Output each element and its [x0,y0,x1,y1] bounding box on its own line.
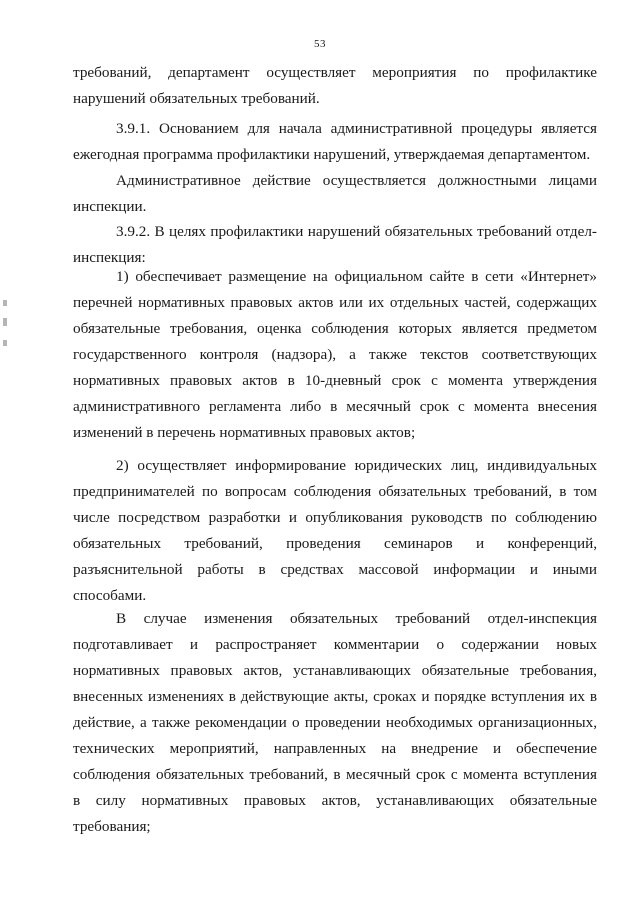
text-line: 2) осуществляет информирование юридических лиц, индивидуальных [116,457,597,474]
text-line: нормативных правовых актов, устанавливающих обязательные требования, [73,662,597,679]
text-line: предпринимателей по вопросам соблюдения обязательных требований, в том [73,483,597,500]
body-paragraph [73,60,597,112]
text-line: способами. [73,587,147,604]
text-line: ежегодная программа профилактики нарушений, утверждаемая департаментом. [73,146,591,163]
text-line: обязательные требования, оценка соблюдения которых является предметом [73,320,597,337]
text-line: Административное действие осуществляется должностными лицами [116,172,597,189]
text-line: государственного контроля (надзора), а также текстов соответствующих [73,346,597,363]
text-line: обязательных требований, проведения семинаров и конференций, [73,535,597,552]
text-line: технических мероприятий, направленных на внедрение и обеспечение [73,740,597,757]
body-paragraph [73,606,597,840]
text-line: 3.9.2. В целях профилактики нарушений обязательных требований отдел- [116,223,597,240]
text-line: В случае изменения обязательных требований отдел-инспекция [116,610,597,627]
text-line: внесенных изменениях в действующие акты, сроках и порядке вступления их в [73,688,597,705]
page-number: 53 [314,38,326,50]
text-line: подготавливает и распространяет комментарии о содержании новых [73,636,597,653]
text-line: инспекция: [73,249,146,266]
text-line: нормативных правовых актов в 10-дневный срок с момента утверждения [73,372,597,389]
margin-scan-mark [3,300,7,306]
body-paragraph [73,116,597,168]
text-line: требования; [73,818,151,835]
text-line: изменений в перечень нормативных правовых актов; [73,424,416,441]
text-line: соблюдения обязательных требований, в месячный срок с момента вступления [73,766,597,783]
text-line: разъяснительной работы в средствах массовой информации и иными [73,561,597,578]
text-line: нарушений обязательных требований. [73,90,320,107]
text-line: действие, а также рекомендации о проведении необходимых организационных, [73,714,597,731]
text-line: перечней нормативных правовых актов или их отдельных частей, содержащих [73,294,597,311]
text-line: 3.9.1. Основанием для начала административной процедуры является [116,120,597,137]
text-line: числе посредством разработки и опубликования руководств по соблюдению [73,509,597,526]
text-line: 1) обеспечивает размещение на официальном сайте в сети «Интернет» [116,268,597,285]
margin-scan-mark [3,318,7,326]
text-line: в силу нормативных правовых актов, устанавливающих обязательные [73,792,597,809]
margin-scan-mark [3,340,7,346]
body-paragraph [73,264,597,446]
body-paragraph [73,453,597,609]
body-paragraph [73,168,597,220]
text-line: требований, департамент осуществляет мероприятия по профилактике [73,64,597,81]
text-line: инспекции. [73,198,147,215]
text-line: административного регламента либо в месячный срок с момента внесения [73,398,597,415]
